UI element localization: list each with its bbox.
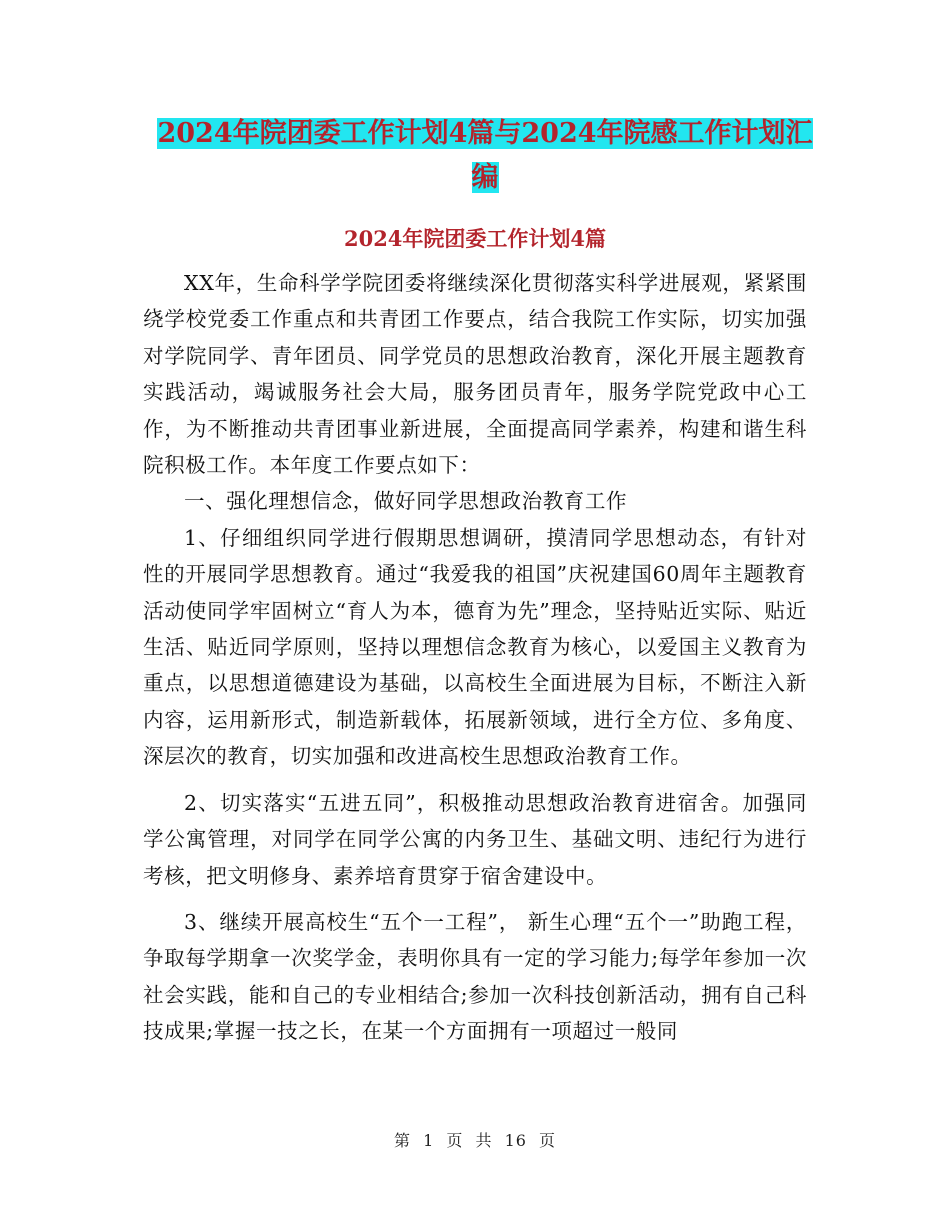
footer-total-prefix: 共 bbox=[475, 1131, 493, 1150]
document-title bbox=[140, 112, 830, 200]
paragraph-item-2: 2、切实落实“五进五同”，积极推动思想政治教育进宿舍。加强同学公寓管理，对同学在同学公寓的内务卫生、基础文明、违纪行为进行考核，把文明修身、素养培育贯穿于宿舍建设中。 bbox=[143, 790, 807, 888]
page-footer bbox=[0, 1128, 950, 1151]
paragraph-item-1: 1、仔细组织同学进行假期思想调研，摸清同学思想动态，有针对性的开展同学思想教育。通过“我爱我的祖国”庆祝建国60周年主题教育活动使同学牢固树立“育人为本，德育为先”理念，坚持贴近实际、贴近生活、贴近同学原则，坚持以理想信念教育为核心，以爱国主义教育为重点，以思想道德建设为基础，以高校生全面进展为目标，不断注入新内容，运用新形式，制造新载体，拓展新领域，进行全方位、多角度、深层次的教育，切实加强和改进高校生思想政治教育工作。 bbox=[143, 525, 807, 769]
document-title-line-1: 2024年院团委工作计划4篇与2024年院感工作计划汇 bbox=[157, 118, 813, 149]
footer-suffix: 页 bbox=[539, 1131, 557, 1150]
footer-prefix: 第 bbox=[393, 1131, 411, 1150]
section-title: 2024年院团委工作计划4篇 bbox=[343, 226, 607, 251]
footer-page-label: 页 bbox=[446, 1131, 464, 1150]
paragraph-item-3: 3、继续开展高校生“五个一工程”， 新生心理“五个一”助跑工程，争取每学期拿一次奖学金，表明你具有一定的学习能力;每学年参加一次社会实践，能和自己的专业相结合;参加一次科技创新活动，拥有自己科技成果;掌握一技之长，在某一个方面拥有一项超过一般同 bbox=[143, 909, 807, 1044]
total-pages: 16 bbox=[504, 1131, 527, 1150]
paragraph-intro: XX年，生命科学学院团委将继续深化贯彻落实科学进展观，紧紧围绕学校党委工作重点和共青团工作要点，结合我院工作实际，切实加强对学院同学、青年团员、同学党员的思想政治教育，深化开展主题教育实践活动，竭诚服务社会大局，服务团员青年，服务学院党政中心工作，为不断推动共青团事业新进展，全面提高同学素养，构建和谐生科院积极工作。本年度工作要点如下： bbox=[143, 271, 807, 478]
body-text bbox=[143, 265, 807, 1050]
document-title-line-2: 编 bbox=[471, 162, 499, 193]
page-number: 1 bbox=[423, 1131, 435, 1150]
paragraph-heading-1: 一、强化理想信念，做好同学思想政治教育工作 bbox=[184, 489, 628, 514]
